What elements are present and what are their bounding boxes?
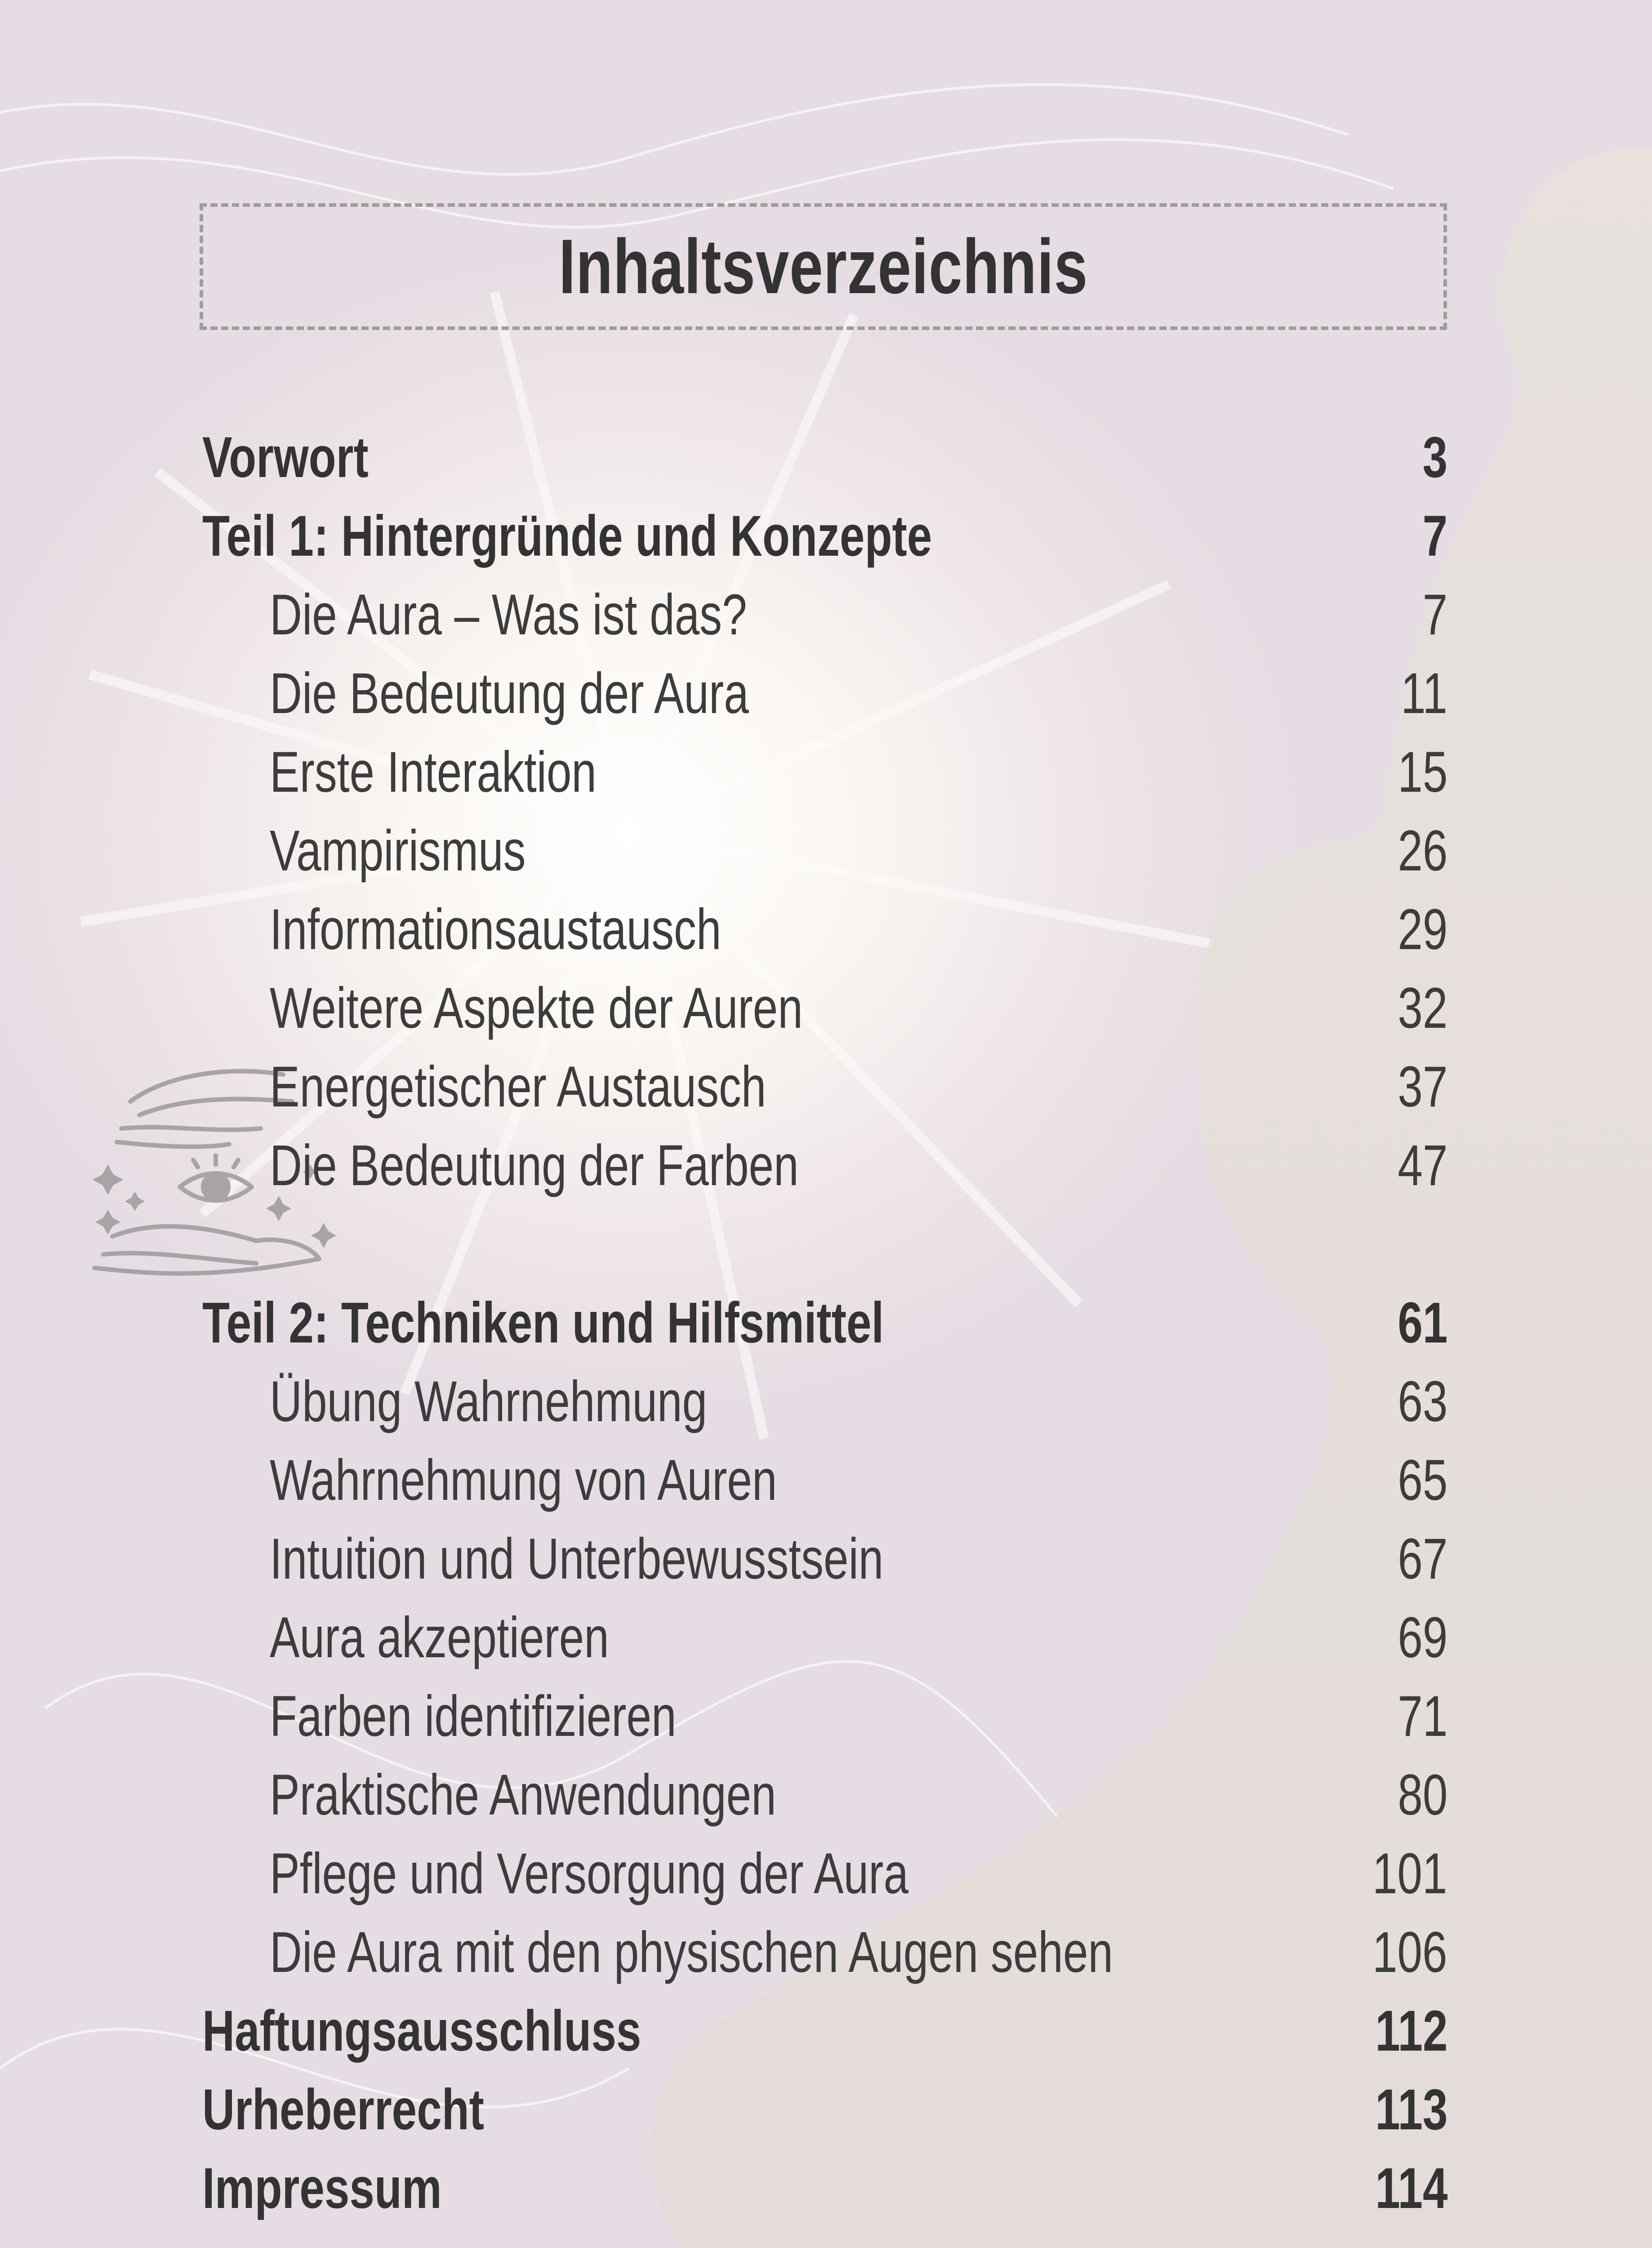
toc-entry-label: Die Bedeutung der Farben <box>270 1133 799 1198</box>
table-of-contents <box>202 418 1447 2228</box>
toc-entry[interactable] <box>202 2070 1447 2149</box>
toc-entry-page: 71 <box>1397 1684 1447 1748</box>
toc-entry[interactable] <box>202 1441 1447 1520</box>
toc-entry[interactable] <box>202 1756 1447 1834</box>
toc-entry-page: 113 <box>1375 2078 1447 2142</box>
toc-entry[interactable] <box>202 1284 1447 1362</box>
toc-entry[interactable] <box>202 1834 1447 1913</box>
toc-entry[interactable] <box>202 1677 1447 1756</box>
toc-entry-page: 15 <box>1397 740 1447 804</box>
toc-entry-page: 11 <box>1401 661 1447 726</box>
toc-entry[interactable] <box>202 418 1447 497</box>
toc-entry-label: Wahrnehmung von Auren <box>270 1448 777 1512</box>
toc-entry-label: Pflege und Versorgung der Aura <box>270 1842 908 1906</box>
toc-entry-page: 69 <box>1397 1606 1447 1670</box>
toc-entry-label: Farben identifizieren <box>270 1684 677 1748</box>
toc-entry-label: Impressum <box>202 2156 442 2221</box>
toc-entry-page: 7 <box>1422 504 1447 568</box>
toc-entry-page: 7 <box>1422 583 1447 647</box>
toc-entry-label: Haftungsausschluss <box>202 1999 641 2063</box>
toc-entry-page: 114 <box>1375 2156 1447 2221</box>
toc-entry[interactable] <box>202 1362 1447 1441</box>
toc-entry-label: Erste Interaktion <box>270 740 597 804</box>
toc-entry-page: 29 <box>1397 897 1447 962</box>
toc-entry-page: 37 <box>1397 1055 1447 1119</box>
toc-entry[interactable] <box>202 969 1447 1048</box>
toc-entry-label: Teil 2: Techniken und Hilfsmittel <box>202 1291 884 1355</box>
toc-entry[interactable] <box>202 1992 1447 2070</box>
toc-entry-label: Teil 1: Hintergründe und Konzepte <box>202 504 932 568</box>
toc-entry-label: Praktische Anwendungen <box>270 1763 776 1827</box>
toc-entry[interactable] <box>202 2149 1447 2228</box>
toc-entry-page: 67 <box>1397 1527 1447 1591</box>
toc-entry-page: 106 <box>1372 1920 1447 1985</box>
toc-entry[interactable] <box>202 575 1447 654</box>
toc-entry[interactable] <box>202 812 1447 890</box>
title-box <box>200 203 1447 330</box>
toc-entry-label: Urheberrecht <box>202 2078 484 2142</box>
toc-entry-page: 3 <box>1422 425 1447 490</box>
toc-entry-page: 63 <box>1397 1369 1447 1434</box>
toc-entry[interactable] <box>202 1520 1447 1598</box>
toc-entry[interactable] <box>202 1126 1447 1205</box>
toc-entry-label: Informationsaustausch <box>270 897 721 962</box>
toc-entry-label: Übung Wahrnehmung <box>270 1369 708 1434</box>
toc-entry[interactable] <box>202 733 1447 812</box>
toc-entry-label: Die Aura mit den physischen Augen sehen <box>270 1920 1113 1985</box>
toc-entry-label: Energetischer Austausch <box>270 1055 766 1119</box>
toc-entry-label: Die Bedeutung der Aura <box>270 661 749 726</box>
toc-entry-label: Vorwort <box>202 425 369 490</box>
toc-entry-page: 101 <box>1372 1842 1447 1906</box>
toc-entry-label: Die Aura – Was ist das? <box>270 583 747 647</box>
toc-entry[interactable] <box>202 497 1447 575</box>
toc-entry-label: Intuition und Unterbewusstsein <box>270 1527 884 1591</box>
toc-entry-page: 80 <box>1397 1763 1447 1827</box>
toc-entry-page: 112 <box>1375 1999 1447 2063</box>
toc-entry-page: 65 <box>1397 1448 1447 1512</box>
toc-entry-label: Weitere Aspekte der Auren <box>270 976 803 1040</box>
toc-entry[interactable] <box>202 1913 1447 1992</box>
toc-entry[interactable] <box>202 890 1447 969</box>
toc-entry[interactable] <box>202 1598 1447 1677</box>
toc-entry-page: 61 <box>1397 1291 1447 1355</box>
toc-entry-label: Vampirismus <box>270 819 526 883</box>
toc-entry[interactable] <box>202 1048 1447 1126</box>
toc-entry-page: 47 <box>1397 1133 1447 1198</box>
toc-entry-page: 26 <box>1397 819 1447 883</box>
page-title: Inhaltsverzeichnis <box>558 223 1088 310</box>
toc-entry-page: 32 <box>1397 976 1447 1040</box>
toc-entry-label: Aura akzeptieren <box>270 1606 609 1670</box>
toc-entry[interactable] <box>202 654 1447 733</box>
